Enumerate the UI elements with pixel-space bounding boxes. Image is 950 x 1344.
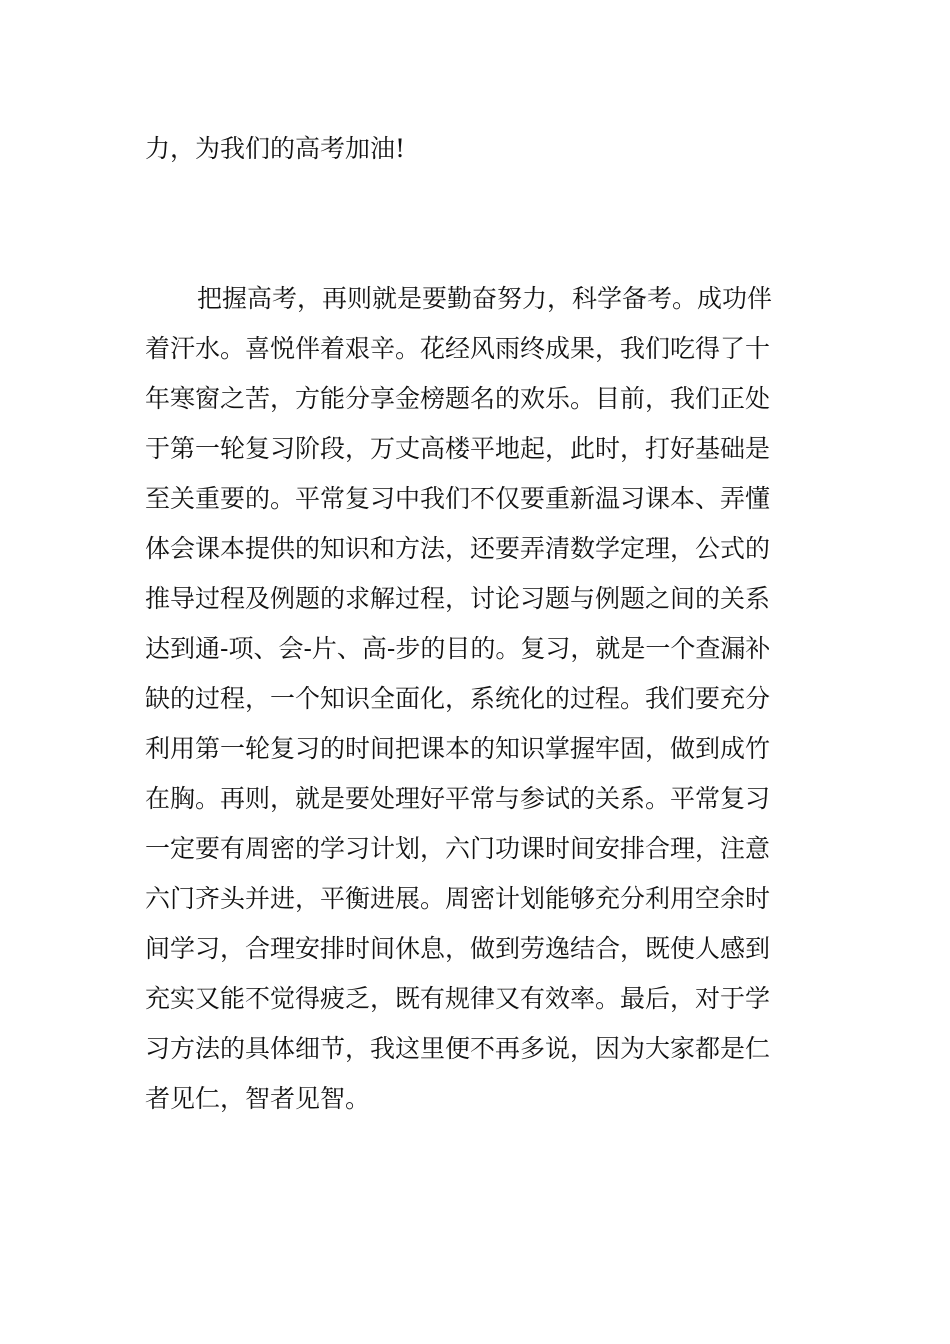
- text-line: 力，为我们的高考加油!: [145, 134, 406, 163]
- text-line: 六门齐头并进，平衡进展。周密计划能够充分利用空余时: [145, 884, 771, 913]
- text-line: 习方法的具体细节，我这里便不再多说，因为大家都是仁: [145, 1034, 771, 1063]
- text-line: 于第一轮复习阶段，万丈高楼平地起，此时，打好基础是: [145, 434, 771, 463]
- text-line: 缺的过程，一个知识全面化，系统化的过程。我们要充分: [145, 684, 771, 713]
- text-line: 在胸。再则，就是要处理好平常与参试的关系。平常复习: [145, 784, 771, 813]
- text-line: 推导过程及例题的求解过程，讨论习题与例题之间的关系: [145, 584, 771, 613]
- text-line: 把握高考，再则就是要勤奋努力，科学备考。成功伴: [197, 284, 773, 313]
- text-line: 间学习，合理安排时间休息，做到劳逸结合，既使人感到: [145, 934, 771, 963]
- text-line: 体会课本提供的知识和方法，还要弄清数学定理，公式的: [145, 534, 771, 563]
- text-line: 者见仁，智者见智。: [145, 1084, 371, 1113]
- text-line: 一定要有周密的学习计划，六门功课时间安排合理，注意: [145, 834, 771, 863]
- text-line: 充实又能不觉得疲乏，既有规律又有效率。最后，对于学: [145, 984, 771, 1013]
- text-line: 至关重要的。平常复习中我们不仅要重新温习课本、弄懂: [145, 484, 771, 513]
- text-line: 着汗水。喜悦伴着艰辛。花经风雨终成果，我们吃得了十: [145, 334, 771, 363]
- text-line: 达到通-项、会-片、高-步的目的。复习，就是一个查漏补: [145, 634, 771, 663]
- text-line: 利用第一轮复习的时间把课本的知识掌握牢固，做到成竹: [145, 734, 771, 763]
- text-line: 年寒窗之苦，方能分享金榜题名的欢乐。目前，我们正处: [145, 384, 771, 413]
